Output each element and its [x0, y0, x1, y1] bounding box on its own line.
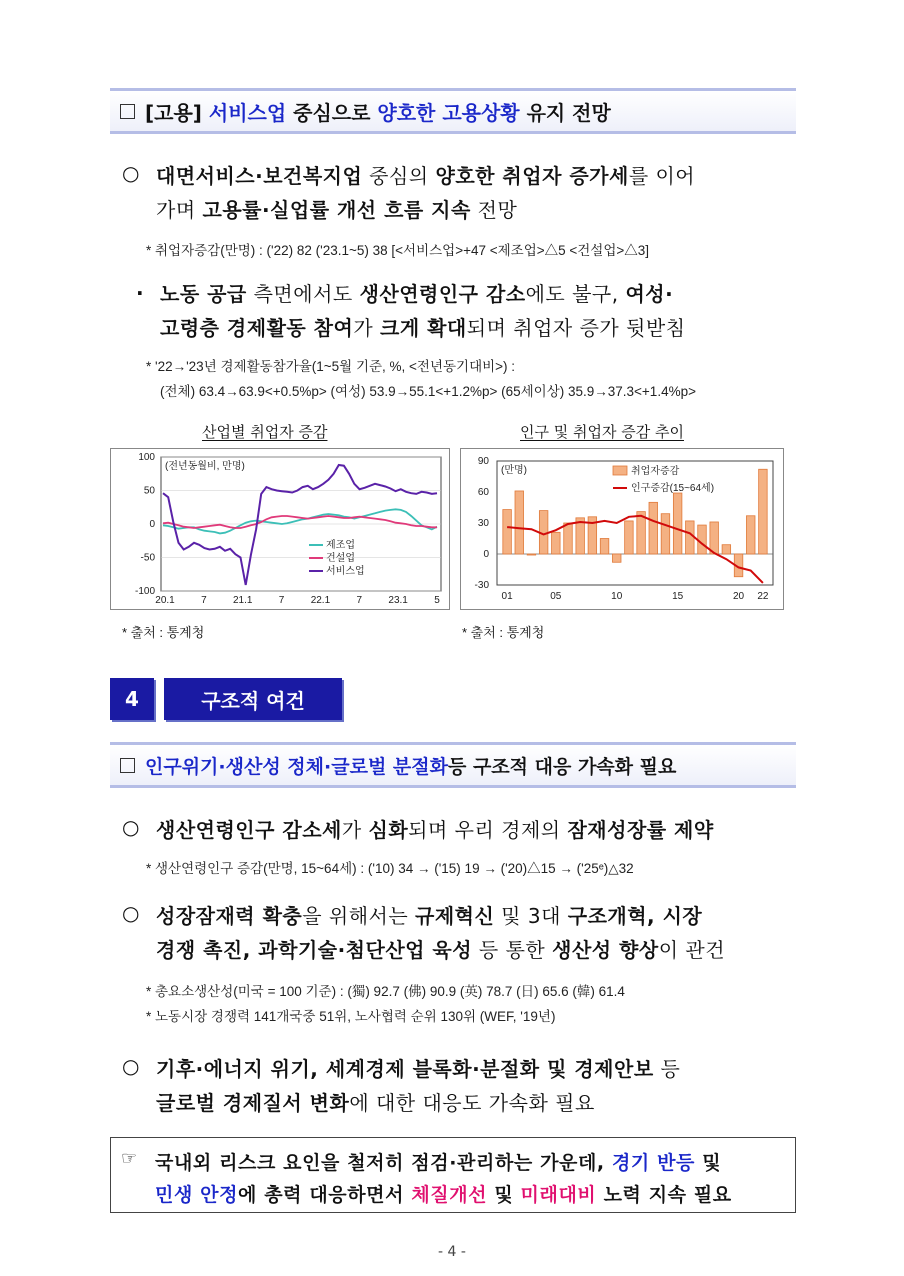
bar-21	[746, 516, 755, 554]
paragraph	[156, 160, 806, 224]
bar-09	[600, 539, 609, 555]
bar-03	[527, 554, 536, 555]
paragraph	[156, 900, 806, 964]
footnote: * 총요소생산성(미국 = 100 기준) : (獨) 92.7 (佛) 90.9 (英) 78.7 (日) 65.6 (韓) 61.4	[146, 984, 625, 999]
footnote: * '22→'23년 경제활동참가율(1~5월 기준, %, <전년동기대비>) :	[146, 359, 516, 374]
paragraph-line: 기후·에너지 위기, 세계경제 블록화·분절화 및 경제안보 등	[156, 1057, 681, 1081]
paragraph-line: 성장잠재력 확충을 위해서는 규제혁신 및 3대 구조개혁, 시장	[156, 904, 703, 928]
conclusion-box	[110, 1137, 796, 1213]
x-tick-label: 10	[611, 591, 623, 602]
bar-02	[515, 491, 524, 554]
bar-10	[612, 554, 621, 562]
plot-area	[497, 461, 773, 585]
y-tick-label: 0	[483, 549, 489, 560]
x-tick-label: 21.1	[232, 595, 253, 606]
bar-18	[710, 522, 719, 554]
bar-15	[673, 493, 682, 554]
paragraph	[156, 1053, 806, 1117]
x-tick-label: 7	[278, 595, 285, 606]
y-tick-label: 100	[138, 452, 155, 463]
chart-title-industry: 산업별 취업자 증감	[202, 423, 328, 441]
x-tick-label: 20	[732, 591, 745, 602]
chart-industry-employment	[110, 448, 450, 610]
unit-label: (전년동월비, 만명)	[165, 461, 245, 472]
chart-population-employment	[460, 448, 784, 610]
x-tick-label: 22	[757, 591, 769, 602]
paragraph-line: 고령층 경제활동 참여가 크게 확대되며 취업자 증가 뒷받침	[160, 316, 686, 340]
header-text: 등 구조적 대응 가속화 필요	[447, 755, 677, 778]
legend-label: 건설업	[326, 553, 355, 564]
footnote: (전체) 63.4→63.9<+0.5%p> (여성) 53.9→55.1<+1.2%p> (65세이상) 35.9→37.3<+1.4%p>	[160, 384, 696, 399]
y-tick-label: 0	[149, 519, 155, 530]
bar-05	[552, 532, 561, 554]
y-tick-label: 30	[477, 518, 489, 529]
checkbox-square-icon	[120, 104, 135, 119]
x-tick-label: 20.1	[155, 595, 175, 606]
paragraph-line: 생산연령인구 감소세가 심화되며 우리 경제의 잠재성장률 제약	[156, 818, 714, 842]
paragraph-line: 노동 공급 측면에서도 생산연령인구 감소에도 불구, 여성·	[160, 282, 674, 306]
pointing-hand-icon: ☞	[121, 1148, 138, 1169]
source-note: * 출처 : 통계청	[122, 625, 205, 640]
footnote: * 취업자증감(만명) : ('22) 82 ('23.1~5) 38 [<서비스업>+47 <제조업>△5 <건설업>△3]	[146, 243, 650, 258]
bar-06	[564, 523, 573, 554]
x-tick-label: 23.1	[388, 595, 408, 606]
paragraph-line: 경쟁 촉진, 과학기술·첨단산업 육성 등 통한 생산성 향상이 관건	[156, 938, 726, 962]
header-text: 양호한 고용상황	[377, 100, 520, 125]
legend-swatch	[613, 466, 627, 475]
header-tag: [고용]	[145, 100, 202, 125]
bar-17	[698, 525, 707, 554]
paragraph-line: 가며 고용률·실업률 개선 흐름 지속 전망	[156, 198, 518, 222]
x-tick-label: 05	[550, 591, 562, 602]
bar-14	[661, 514, 670, 554]
circle-bullet-icon: ○	[122, 815, 140, 839]
legend-label: 서비스업	[326, 566, 365, 577]
circle-bullet-icon: ○	[122, 901, 140, 925]
chart-industry-svg	[111, 449, 449, 609]
chart-title-population: 인구 및 취업자 증감 추이	[520, 423, 684, 441]
paragraph	[160, 278, 810, 342]
checkbox-square-icon	[120, 758, 135, 773]
bar-13	[649, 502, 658, 554]
bar-01	[503, 510, 512, 554]
source-note: * 출처 : 통계청	[462, 625, 545, 640]
section-header-employment	[110, 88, 796, 134]
conclusion-line: 국내외 리스크 요인을 철저히 점검·관리하는 가운데, 경기 반등 및	[155, 1152, 722, 1174]
y-tick-label: -30	[474, 580, 489, 591]
x-tick-label: 7	[201, 595, 207, 606]
footnote: * 생산연령인구 증감(만명, 15~64세) : ('10) 34 → ('15) 19 → ('20)△15 → ('25ᵉ)△32	[146, 861, 634, 876]
legend-label: 제조업	[326, 540, 355, 551]
section-title: 구조적 여건	[164, 678, 342, 720]
bar-22	[759, 469, 768, 554]
x-tick-label: 01	[501, 591, 513, 602]
x-tick-label: 5	[434, 595, 440, 606]
footnote: * 노동시장 경쟁력 141개국중 51위, 노사협력 순위 130위 (WEF, '19년)	[146, 1009, 556, 1024]
conclusion-line: 민생 안정에 총력 대응하면서 체질개선 및 미래대비 노력 지속 필요	[155, 1184, 732, 1206]
bar-16	[686, 521, 695, 554]
circle-bullet-icon: ○	[122, 1054, 140, 1078]
circle-bullet-icon: ○	[122, 161, 140, 185]
legend-label: 취업자증감	[631, 466, 680, 477]
page-number: - 4 -	[438, 1244, 466, 1260]
y-tick-label: 50	[143, 485, 155, 497]
y-tick-label: 90	[477, 456, 489, 467]
header-text: 중심으로	[293, 100, 371, 125]
y-tick-label: -100	[134, 586, 155, 597]
unit-label: (만명)	[501, 465, 527, 476]
x-tick-label: 7	[356, 595, 363, 606]
legend-label: 인구증감(15~64세)	[631, 483, 715, 494]
header-text: 서비스업	[208, 100, 287, 125]
header-text: 인구위기·생산성 정체·글로벌 분절화	[145, 755, 448, 778]
paragraph-line: 대면서비스·보건복지업 중심의 양호한 취업자 증가세를 이어	[156, 164, 696, 188]
section-number: 4	[110, 678, 154, 720]
square-bullet-icon: ·	[136, 281, 144, 305]
y-tick-label: 60	[477, 487, 489, 498]
x-tick-label: 15	[672, 591, 684, 602]
bar-11	[625, 521, 634, 554]
x-tick-label: 22.1	[310, 595, 331, 606]
header-text: 유지 전망	[526, 100, 611, 125]
paragraph-line: 글로벌 경제질서 변화에 대한 대응도 가속화 필요	[156, 1091, 595, 1115]
section-header-structural	[110, 742, 796, 788]
bar-19	[722, 545, 731, 554]
chart-population-svg	[461, 449, 783, 609]
y-tick-label: -50	[140, 552, 155, 564]
